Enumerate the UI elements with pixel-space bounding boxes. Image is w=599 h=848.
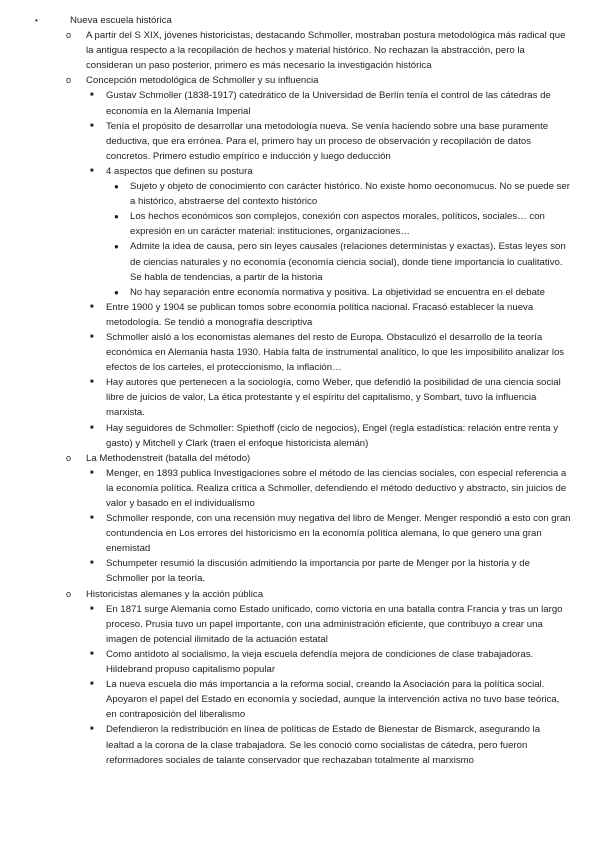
bullet-square-icon: ■	[90, 303, 94, 310]
subsection-heading	[0, 451, 571, 466]
list-item	[0, 647, 571, 677]
list-item-text: Schmoller responde, con una recensión muy negativa del libro de Menger. Menger respondió a esto con gran contundencia en Los errores del historicismo en la economía política alemana, lo que genero una gran enemistad	[106, 513, 571, 555]
bullet-square-icon: ■	[90, 379, 94, 386]
list-item-text: Menger, en 1893 publica Investigaciones sobre el método de las ciencias sociales, con especial referencia a la economía política. Realiza crítica a Schmoller, defendiendo el método deductivo y abstracto, sin juicios de valor y basado en el individualismo	[106, 467, 567, 509]
bullet-square-icon: ■	[90, 424, 94, 431]
list-item	[0, 119, 571, 164]
bullet-disc-icon: •	[35, 16, 38, 25]
list-item-text: Gustav Schmoller (1838-1917) catedrático de la Universidad de Berlín tenía el control de las cátedras de economía en la Alemania Imperial	[106, 90, 551, 117]
list-item-text: Los hechos económicos son complejos, conexión con aspectos morales, políticos, sociales… con expresión en un carácter material: instituciones, organizaciones…	[130, 211, 545, 238]
list-item	[0, 375, 571, 420]
bullet-square-icon: ■	[90, 122, 94, 129]
bullet-dot-icon: ●	[114, 242, 119, 252]
list-item	[0, 209, 571, 239]
subsection-heading	[0, 73, 571, 88]
subsection-heading	[0, 587, 571, 602]
bullet-dot-icon: ●	[114, 287, 119, 297]
list-item	[0, 556, 571, 586]
list-item-text: En 1871 surge Alemania como Estado unificado, como victoria en una batalla contra Francia y tras un largo proceso. Prusia tuvo un papel importante, con una administración eficiente, que contribuyo a crear una imagen de potencial ilimitado de la actuación estatal	[106, 603, 563, 645]
list-item	[0, 88, 571, 118]
list-item	[0, 722, 571, 767]
bullet-circle-icon: o	[66, 30, 72, 41]
list-item-text: No hay separación entre economía normativa y positiva. La objetividad se encuentra en el debate	[130, 286, 545, 298]
list-item-text: La nueva escuela dio más importancia a la reforma social, creando la Asociación para la política social. Apoyaron el papel del Estado en economía y sociedad, aunque la intervención activa no tuvo base teórica, en contraposición del liberalismo	[106, 679, 560, 721]
bullet-dot-icon: ●	[114, 212, 119, 222]
section-title: Nueva escuela histórica	[70, 15, 172, 26]
list-item	[0, 330, 571, 375]
list-item	[0, 285, 571, 300]
list-item-text: Defendieron la redistribución en línea de políticas de Estado de Bienestar de Bismarck, asegurando la lealtad a la corona de la clase trabajadora. Se les conoció como socialistas de cátedra, pero fueron reformadores sociales de talante conservador que rechazaban totalmente al marxismo	[106, 724, 541, 766]
bullet-square-icon: ■	[90, 650, 94, 657]
list-item	[0, 421, 571, 451]
list-item	[0, 677, 571, 722]
section-heading	[0, 13, 570, 28]
bullet-circle-icon: o	[66, 452, 72, 463]
list-item	[0, 164, 571, 179]
list-item-text: Schmoller aisló a los economistas alemanes del resto de Europa. Obstaculizó el desarrollo de la teoría económica en Alemania hasta 1930. Había falta de instrumental analítico, lo que les imposibilito analizar los efectos de los carteles, el proteccionismo, la inflación…	[106, 331, 565, 374]
bullet-square-icon: ■	[90, 515, 94, 522]
list-item	[0, 179, 571, 209]
bullet-square-icon: ■	[90, 681, 94, 688]
bullet-square-icon: ■	[90, 726, 94, 733]
bullet-square-icon: ■	[90, 92, 94, 99]
subsection-title: Historicistas alemanes y la acción pública	[86, 588, 264, 600]
subsection-title: La Methodenstreit (batalla del método)	[86, 452, 251, 464]
list-item	[0, 466, 571, 511]
list-item-text: Entre 1900 y 1904 se publican tomos sobre economía política nacional. Fracasó establecer la nueva metodología. Se tendió a monografía descriptiva	[106, 301, 534, 328]
list-item	[0, 239, 571, 284]
list-item-text: Hay autores que pertenecen a la sociología, como Weber, que defendió la posibilidad de una ciencia social libre de juicios de valor, La ética protestante y el espíritu del capitalismo, y Sombart, tuvo la influencia marxista.	[106, 377, 561, 419]
list-item-text: A partir del S XIX, jóvenes historicistas, destacando Schmoller, mostraban postura metodológica más radical que la antigua respecto a la recopilación de hechos y material histórico. No rechazan la abstracción, pero la consideran un paso posterior, primero es más necesario la investigación histórica	[86, 30, 566, 72]
list-item-text: Admite la idea de causa, pero sin leyes causales (relaciones deterministas y exactas). Estas leyes son de ciencias naturales y no economía (economía ciencia social), donde tiene importancia lo cualitativo. Se habla de tendencias, a partir de la historia	[130, 241, 566, 283]
list-item-text: Schumpeter resumió la discusión admitiendo la importancia por parte de Menger por la historia y de Schmoller por la teoría.	[106, 558, 530, 585]
bullet-circle-icon: o	[66, 75, 72, 86]
list-item	[0, 300, 571, 330]
list-item-text: Tenía el propósito de desarrollar una metodología nueva. Se venía haciendo sobre una base puramente deductiva, que era errónea. Para el, primero hay un proceso de observación y recopilación de datos concretos. Primero estudio empírico e inducción y luego deducción	[106, 120, 549, 162]
list-item	[0, 28, 571, 73]
bullet-square-icon: ■	[90, 333, 94, 340]
bullet-circle-icon: o	[66, 588, 72, 599]
bullet-square-icon: ■	[90, 605, 94, 612]
list-item-text: 4 aspectos que definen su postura	[106, 165, 253, 177]
bullet-square-icon: ■	[90, 560, 94, 567]
list-item-text: Como antídoto al socialismo, la vieja escuela defendía mejora de condiciones de clase trabajadoras. Hildebrand propuso capitalismo popular	[106, 648, 534, 676]
bullet-square-icon: ■	[90, 167, 94, 174]
list-item	[0, 602, 571, 647]
list-item-text: Hay seguidores de Schmoller: Spiethoff (ciclo de negocios), Engel (regla estadística: relación entre renta y gasto) y Mitchell y Clark (traen el enfoque historicista alemán)	[106, 422, 559, 449]
subsection-title: Concepción metodológica de Schmoller y su influencia	[86, 75, 319, 87]
bullet-dot-icon: ●	[114, 182, 119, 192]
bullet-square-icon: ■	[90, 469, 94, 476]
list-item-text: Sujeto y objeto de conocimiento con carácter histórico. No existe homo oeconomucus. No se puede ser a histórico, abstraerse del contexto histórico	[130, 181, 570, 208]
list-item	[0, 511, 571, 556]
